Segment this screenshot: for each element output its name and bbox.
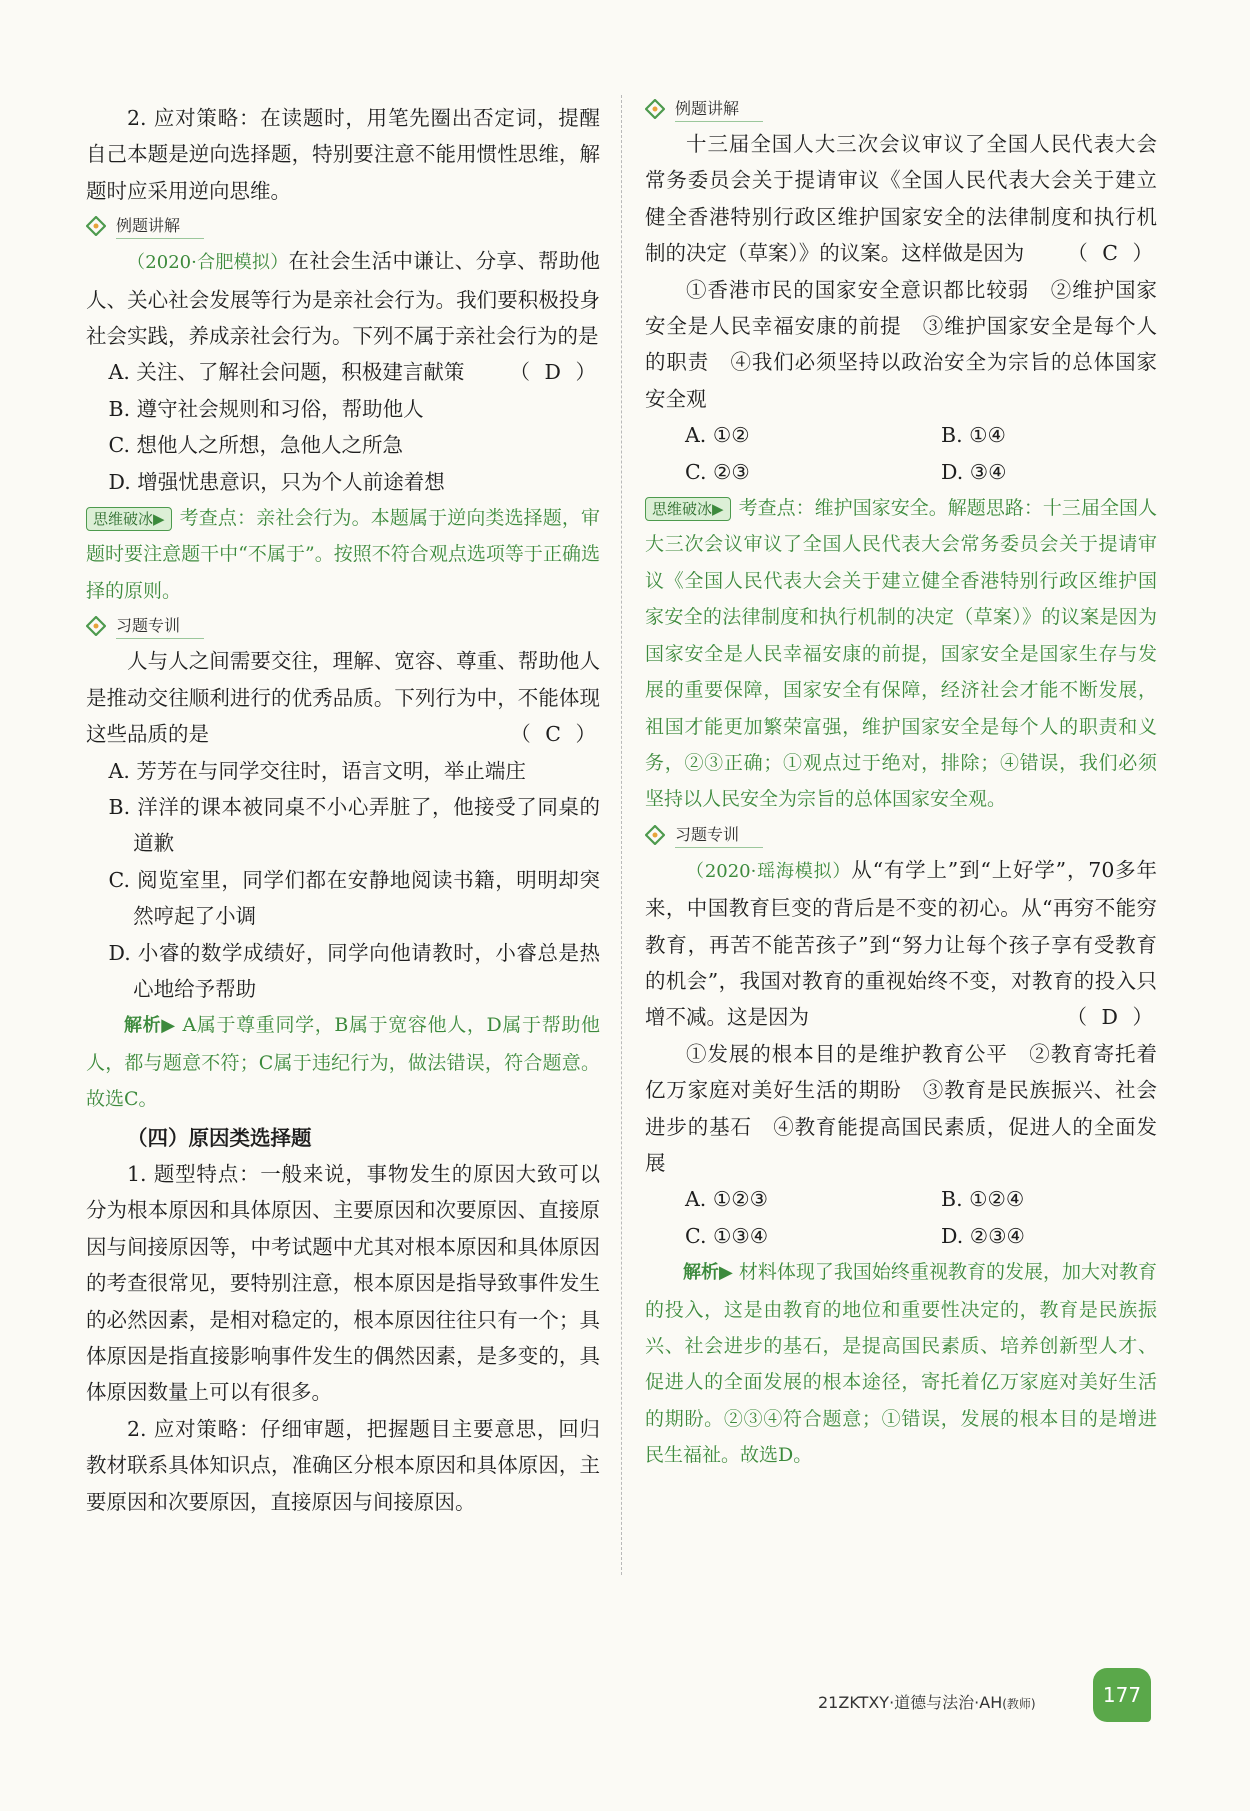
option: D. ②③④	[941, 1223, 1025, 1248]
question-4-statements: ①发展的根本目的是维护教育公平 ②教育寄托着亿万家庭对美好生活的期盼 ③教育是民族振兴、社会进步的基石 ④教育能提高国民素质，促进人的全面发展	[645, 1041, 1157, 1175]
option: D. ③④	[941, 459, 1007, 484]
option: A. ①②③	[685, 1187, 768, 1212]
section-title: （四）原因类选择题	[127, 1125, 312, 1150]
example-header: 例题讲解	[86, 209, 600, 243]
option: D. 小睿的数学成绩好，同学向他请教时，小睿总是热心地给予帮助	[108, 940, 600, 1001]
teacher-label: (教师)	[1002, 1697, 1036, 1711]
left-column	[86, 100, 600, 1520]
diamond-icon	[645, 825, 665, 845]
question-2-stem: 人与人之间需要交往，理解、宽容、尊重、帮助他人是推动交往顺利进行的优秀品质。下列行为中，不能体现这些品质的是 （ C ）	[86, 643, 600, 752]
page-footer	[818, 1690, 1036, 1713]
option: A. 关注、了解社会问题，积极建言献策	[108, 360, 465, 385]
question-3-stem: 十三届全国人大三次会议审议了全国人民代表大会常务委员会关于提请审议《全国人民代表大会关于建立健全香港特别行政区维护国家安全的法律制度和执行机制的决定（草案）》的议案。这样做是因为 （ C ）	[645, 126, 1157, 272]
right-column	[645, 100, 1157, 1474]
option: C. ①③④	[685, 1223, 769, 1248]
option: B. 洋洋的课本被同桌不小心弄脏了，他接受了同桌的道歉	[108, 794, 600, 856]
think-tag: 思维破冰▶	[86, 507, 172, 531]
think-breakthrough-2: 思维破冰▶ 考查点：维护国家安全。解题思路：十三届全国人大三次会议审议了全国人民代表大会常务委员会关于提请审议《全国人民代表大会关于建立健全香港特别行政区维护国家安全的法律制度和执行机制的决定（草案）》的议案是因为国家安全是人民幸福安康的前提，国家安全是国家生存与发展的重要保障，国家安全有保障，经济社会才能不断发展，祖国才能更加繁荣富强，维护国家安全是每个人的职责和义务，②③正确；①观点过于绝对，排除；④错误，我们必须坚持以人民安全为宗旨的总体国家安全观。	[645, 497, 1157, 811]
question-2-analysis: 解析▶ A属于尊重同学，B属于宽容他人，D属于帮助他人，都与题意不符；C属于违纪行为，做法错误，符合题意。故选C。	[86, 1014, 601, 1111]
diamond-icon	[86, 216, 106, 236]
option: C. 想他人之所想，急他人之所急	[108, 433, 404, 458]
practice-header: 习题专训	[645, 818, 1157, 852]
option: A. ①②	[685, 423, 750, 448]
question-3-options	[645, 417, 1157, 490]
strategy-paragraph-1: 2. 应对策略：在读题时，用笔先圈出否定词，提醒自己本题是逆向选择题，特别要注意不能用惯性思维，解题时应采用逆向思维。	[86, 106, 600, 203]
practice-header: 习题专训	[86, 609, 600, 643]
strategy-paragraph-2: 2. 应对策略：仔细审题，把握题目主要意思，回归教材联系具体知识点，准确区分根本原因和具体原因，主要原因和次要原因，直接原因与间接原因。	[86, 1416, 600, 1514]
question-2-answer: （ C ）	[510, 722, 600, 747]
question-1-stem: （2020·合肥模拟）在社会生活中谦让、分享、帮助他人、关心社会发展等行为是亲社会行为。我们要积极投身社会实践，养成亲社会行为。下列不属于亲社会行为的是 （ D ）	[86, 243, 600, 354]
question-2-options	[86, 753, 600, 1008]
page-number: 177	[1093, 1668, 1151, 1722]
option: C. 阅览室里，同学们都在安静地阅读书籍，明明却突然哼起了小调	[108, 867, 600, 929]
option: B. ①④	[941, 423, 1006, 448]
question-4-stem: （2020·瑶海模拟）从“有学上”到“上好学”，70多年来，中国教育巨变的背后是不变的初心。从“再穷不能穷教育，再苦不能苦孩子”到“努力让每个孩子享有受教育的机会”，我国对教育的重视始终不变，对教育的投入只增不减。这是因为 （ D ）	[645, 852, 1157, 1036]
book-code: 21ZKTXY·道德与法治·AH	[818, 1693, 1003, 1712]
question-4-options	[645, 1181, 1157, 1254]
question-3-statements: ①香港市民的国家安全意识都比较弱 ②维护国家安全是人民幸福安康的前提 ③维护国家安全是每个人的职责 ④我们必须坚持以政治安全为宗旨的总体国家安全观	[645, 277, 1157, 411]
think-breakthrough-1: 思维破冰▶ 考查点：亲社会行为。本题属于逆向类选择题，审题时要注意题干中“不属于”。按照不符合观点选项等于正确选择的原则。	[86, 507, 600, 602]
question-4-answer: （ D ）	[1066, 1005, 1157, 1030]
diamond-icon	[645, 99, 665, 119]
column-divider	[621, 95, 622, 1575]
option: D. 增强忧患意识，只为个人前途着想	[108, 469, 445, 494]
question-1-answer: （ D ）	[509, 360, 600, 385]
type-feature-paragraph: 1. 题型特点：一般来说，事物发生的原因大致可以分为根本原因和具体原因、主要原因和次要原因、直接原因与间接原因等，中考试题中尤其对根本原因和具体原因的考查很常见，要特别注意，根本原因是指导致事件发生的必然因素，是相对稳定的，根本原因往往只有一个；具体原因是指直接影响事件发生的偶然因素，是多变的，具体原因数量上可以有很多。	[86, 1161, 600, 1405]
question-4-analysis: 解析▶ 材料体现了我国始终重视教育的发展，加大对教育的投入，这是由教育的地位和重要性决定的，教育是民族振兴、社会进步的基石，是提高国民素质、培养创新型人才、促进人的全面发展的根本途径，寄托着亿万家庭对美好生活的期盼。②③④符合题意；①错误，发展的根本目的是增进民生福祉。故选D。	[645, 1261, 1157, 1467]
question-3-answer: （ C ）	[1067, 241, 1157, 266]
example-header: 例题讲解	[645, 92, 1157, 126]
option: C. ②③	[685, 459, 750, 484]
diamond-icon	[86, 616, 106, 636]
option: A. 芳芳在与同学交往时，语言文明，举止端庄	[108, 758, 526, 783]
option: B. 遵守社会规则和习俗，帮助他人	[108, 396, 424, 421]
option: B. ①②④	[941, 1187, 1025, 1212]
think-tag: 思维破冰▶	[645, 497, 731, 521]
